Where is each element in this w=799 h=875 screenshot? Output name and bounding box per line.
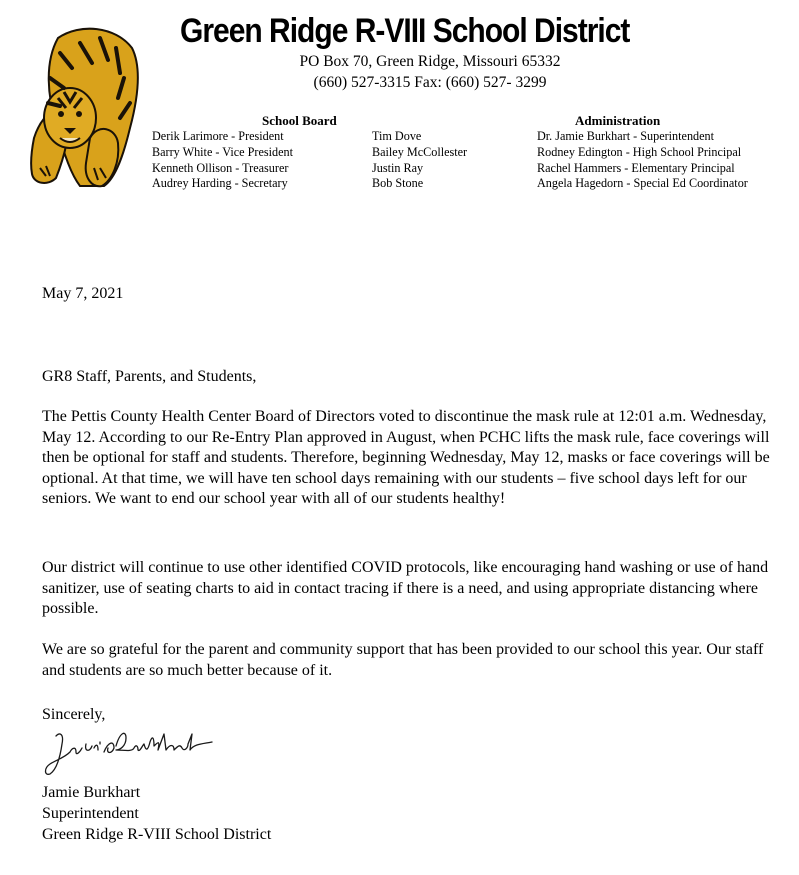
board-member: Barry White - Vice President xyxy=(152,144,293,159)
board-member: Justin Ray xyxy=(372,160,424,175)
letter-paragraph: We are so grateful for the parent and community support that has been provided to our school this year. Our staff and students are so much better because of it. xyxy=(42,641,764,679)
district-address: PO Box 70, Green Ridge, Missouri 65332 xyxy=(299,53,561,70)
signer-name: Jamie Burkhart xyxy=(42,784,141,801)
admin-member: Rachel Hammers - Elementary Principal xyxy=(537,160,735,175)
administration-list xyxy=(537,129,748,192)
board-member: Tim Dove xyxy=(372,129,422,143)
district-phone: (660) 527-3315 Fax: (660) 527- 3299 xyxy=(313,74,547,91)
signature-icon xyxy=(42,722,232,780)
signature-block xyxy=(42,782,271,845)
board-member: Bailey McCollester xyxy=(372,144,468,159)
district-name: Green Ridge R-VIII School District xyxy=(180,12,630,50)
school-board-officers xyxy=(152,129,293,192)
board-member: Derik Larimore - President xyxy=(152,129,284,143)
admin-member: Rodney Edington - High School Principal xyxy=(537,144,742,159)
school-board-heading: School Board xyxy=(262,113,337,128)
letter-closing: Sincerely, xyxy=(42,706,106,723)
letter-paragraph: Our district will continue to use other identified COVID protocols, like encouraging hand washing or use of hand sanitizer, use of seating charts to aid in contact tracing if there is a need, and using appropriate distancing where possible. xyxy=(42,559,769,618)
board-member: Bob Stone xyxy=(372,176,424,191)
admin-member: Dr. Jamie Burkhart - Superintendent xyxy=(537,129,715,143)
tiger-logo-icon xyxy=(20,18,150,190)
board-member: Audrey Harding - Secretary xyxy=(152,176,288,191)
letter-salutation: GR8 Staff, Parents, and Students, xyxy=(42,368,257,385)
board-member: Kenneth Ollison - Treasurer xyxy=(152,160,289,175)
school-board-members xyxy=(372,129,467,192)
signer-organization: Green Ridge R-VIII School District xyxy=(42,826,272,843)
letter-paragraph: The Pettis County Health Center Board of Directors voted to discontinue the mask rule at 12:01 a.m. Wednesday, May 12. According to our Re-Entry Plan approved in August, when PCHC lifts the mask rule, face coverings will then be optional for staff and students. Therefore, beginning Wednesday, May 12, masks or face coverings will be optional. At that time, we will have ten school days remaining with our students – five school days left for our seniors. We want to end our school year with all of our students healthy! xyxy=(42,408,770,508)
administration-heading: Administration xyxy=(575,113,661,128)
signer-title: Superintendent xyxy=(42,805,139,822)
admin-member: Angela Hagedorn - Special Ed Coordinator xyxy=(537,176,748,191)
letter-date: May 7, 2021 xyxy=(42,285,124,302)
